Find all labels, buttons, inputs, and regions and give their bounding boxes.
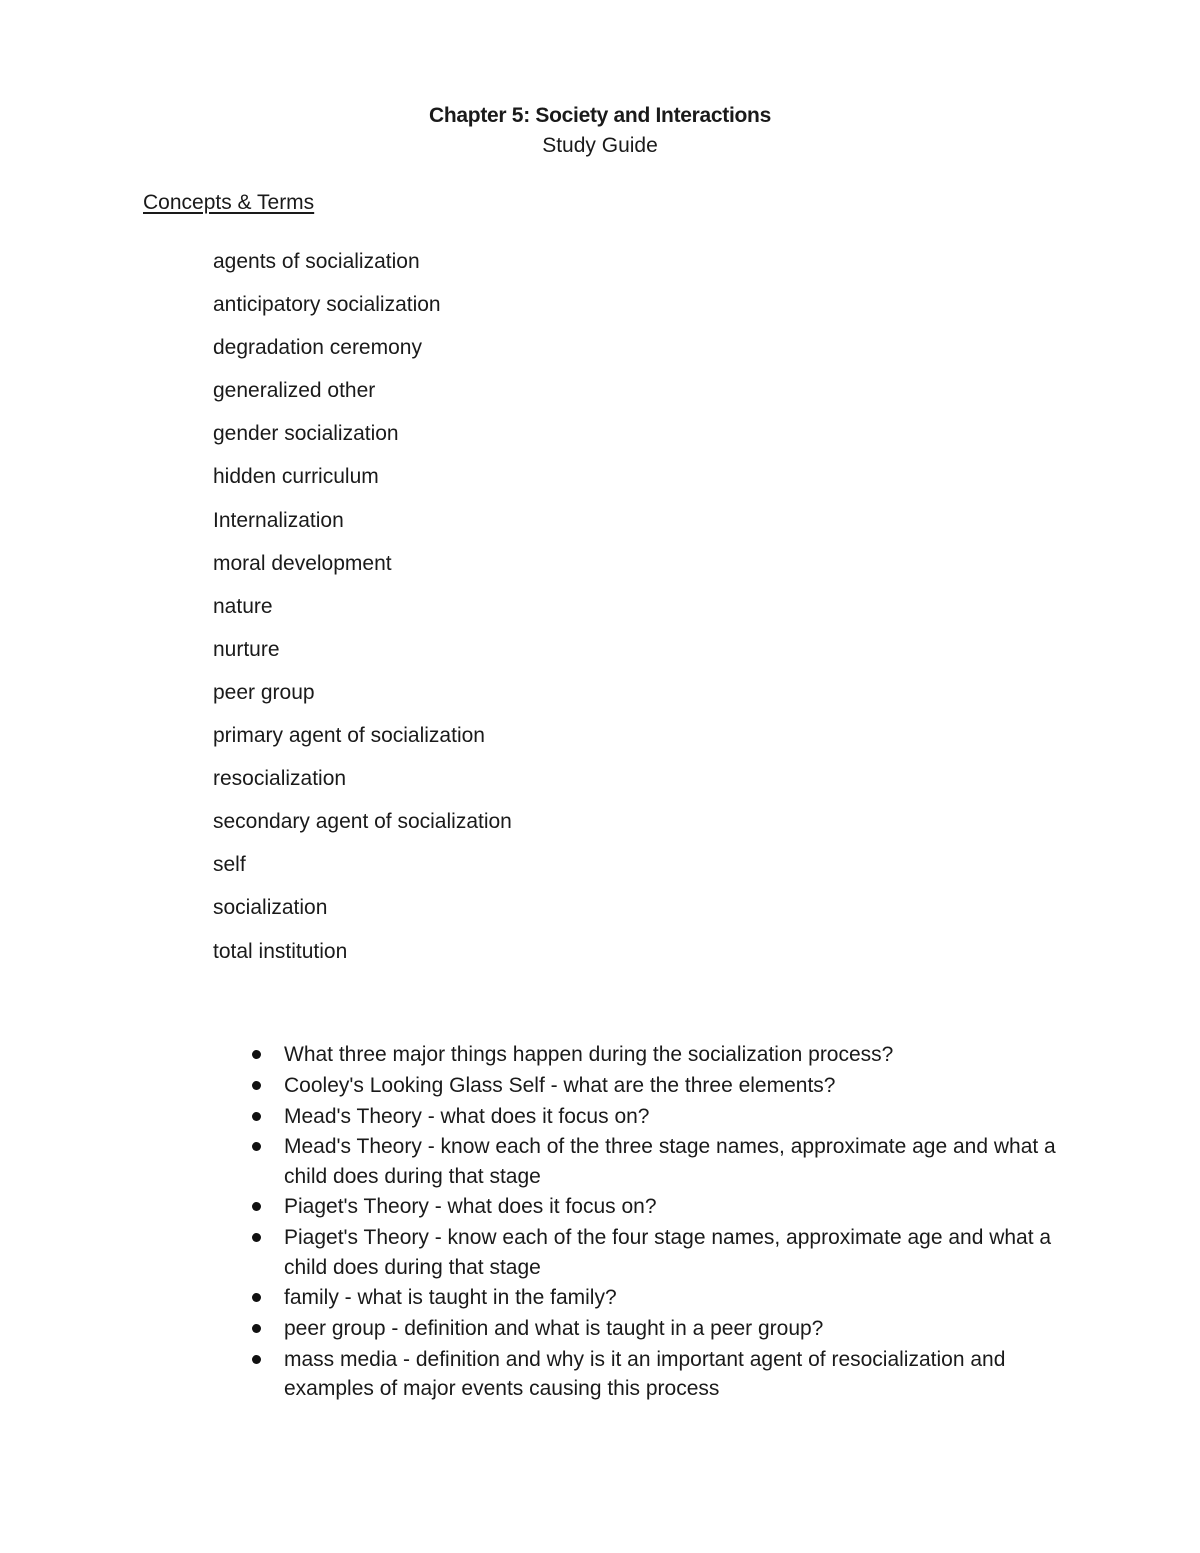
question-text: Piaget's Theory - know each of the four stage names, approximate age and what a child does during that stage [284, 1226, 1052, 1279]
section-heading-concepts-terms: Concepts & Terms [143, 191, 315, 214]
question-text: Mead's Theory - what does it focus on? [284, 1104, 650, 1128]
term-item: agents of socialization [213, 250, 420, 273]
question-item [250, 1223, 1080, 1282]
question-text: mass media - definition and why is it an important agent of resocialization and examples of major events causing this process [284, 1347, 1006, 1401]
question-text: Mead's Theory - know each of the three stage names, approximate age and what a child does during that stage [284, 1135, 1056, 1188]
question-text: Cooley's Looking Glass Self - what are the three elements? [284, 1073, 836, 1097]
term-item: socialization [213, 896, 328, 920]
bullet-dot-icon [252, 1142, 261, 1151]
bullet-dot-icon [252, 1355, 261, 1364]
question-item [250, 1040, 1080, 1069]
bullet-dot-icon [252, 1081, 261, 1090]
bullet-dot-icon [252, 1324, 261, 1333]
bullet-dot-icon [252, 1293, 261, 1302]
term-item: generalized other [213, 379, 376, 403]
bullet-dot-icon [252, 1233, 261, 1242]
question-item [250, 1192, 1080, 1221]
term-item: nurture [213, 637, 280, 661]
question-item [250, 1071, 1080, 1100]
term-item: peer group [213, 680, 315, 704]
term-item: total institution [213, 939, 348, 963]
bullet-dot-icon [252, 1112, 261, 1121]
term-item: moral development [213, 551, 392, 575]
term-item: self [213, 853, 246, 877]
term-item: gender socialization [213, 422, 399, 446]
term-item: nature [213, 594, 273, 618]
questions-list [250, 1040, 1080, 1405]
bullet-dot-icon [252, 1202, 261, 1211]
term-item: degradation ceremony [213, 336, 422, 360]
bullet-dot-icon [252, 1050, 261, 1059]
term-item: anticipatory socialization [213, 293, 441, 317]
term-item: hidden curriculum [213, 465, 379, 489]
terms-list [213, 249, 512, 982]
page-subtitle: Study Guide [542, 134, 658, 157]
term-item: secondary agent of socialization [213, 810, 512, 834]
term-item: Internalization [213, 508, 344, 532]
question-item [250, 1132, 1080, 1191]
question-item [250, 1345, 1080, 1404]
question-text: Piaget's Theory - what does it focus on? [284, 1195, 657, 1219]
term-item: resocialization [213, 767, 347, 791]
question-text: family - what is taught in the family? [284, 1286, 617, 1310]
question-item [250, 1283, 1080, 1312]
page-title: Chapter 5: Society and Interactions [429, 104, 771, 127]
question-text: peer group - definition and what is taught in a peer group? [284, 1317, 824, 1341]
question-item [250, 1314, 1080, 1343]
question-text: What three major things happen during the socialization process? [284, 1043, 894, 1066]
term-item: primary agent of socialization [213, 724, 485, 748]
question-item [250, 1102, 1080, 1131]
